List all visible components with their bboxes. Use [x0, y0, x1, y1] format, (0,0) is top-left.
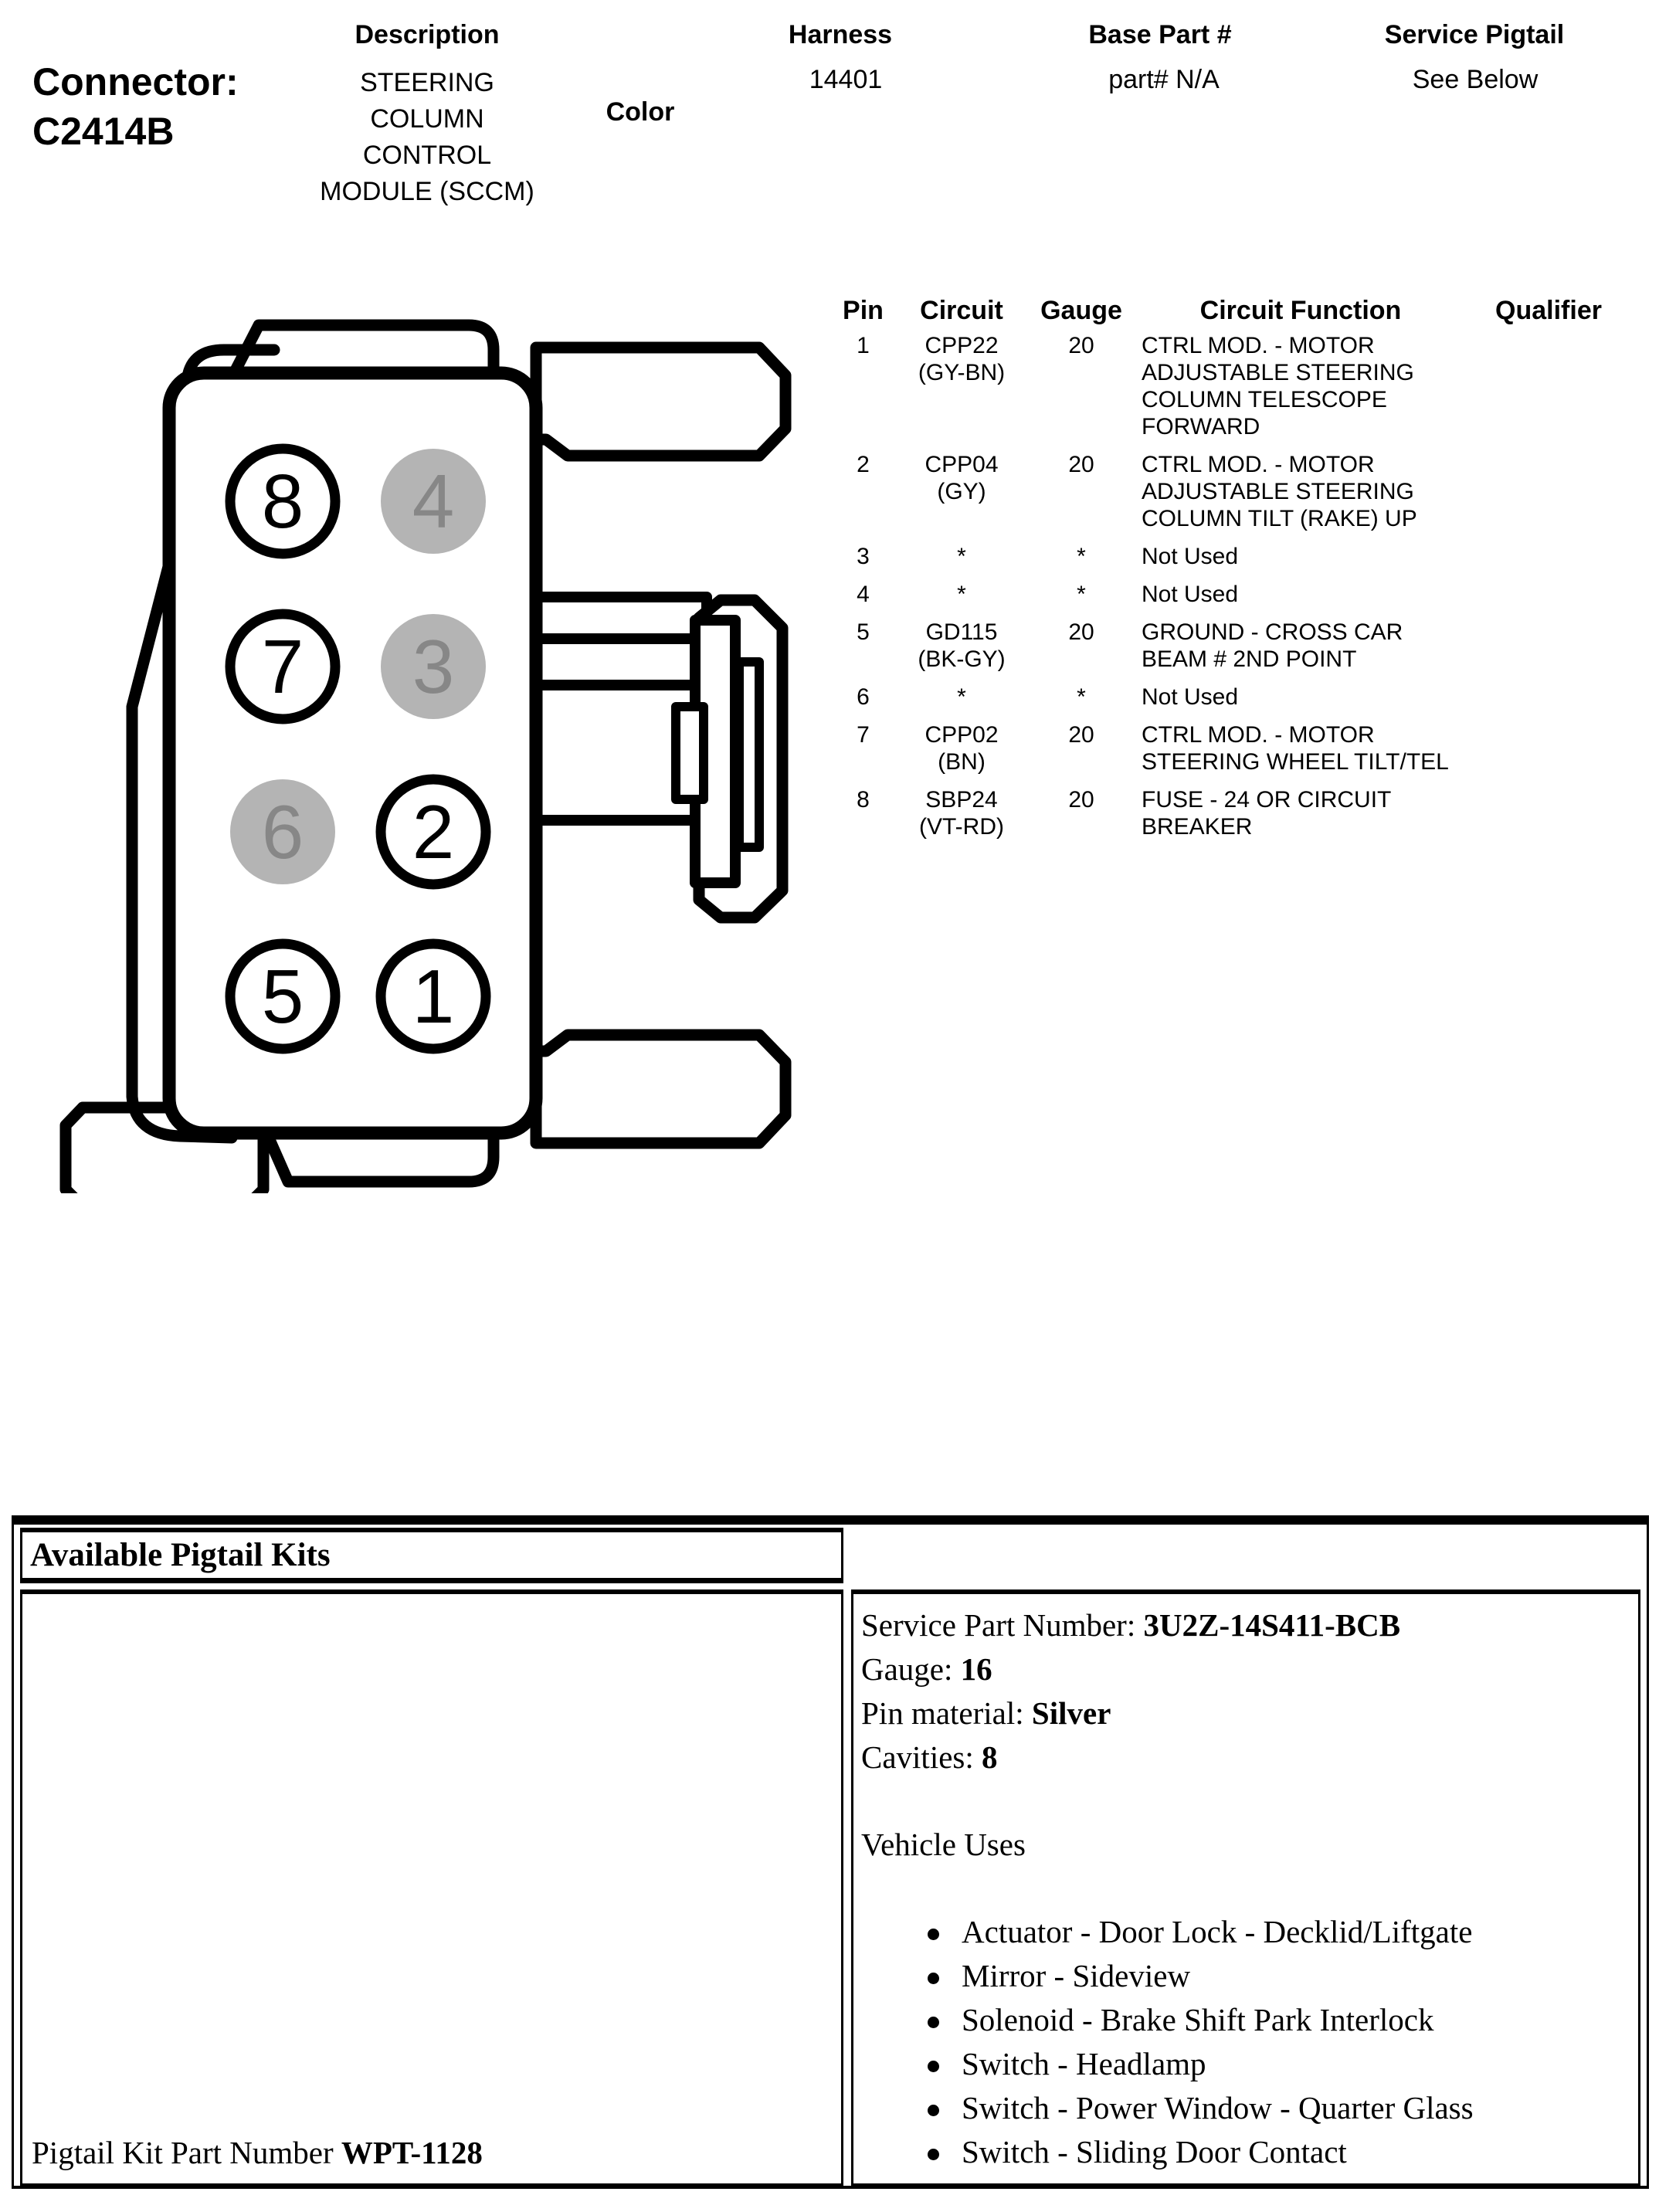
pin-number-label: 8 [261, 459, 304, 544]
spec-line: Cavities: 8 [861, 1739, 998, 1775]
pin-table-row [830, 543, 1649, 570]
qualifier-cell [1460, 332, 1637, 440]
circuit-function-cell: GROUND - CROSS CAR BEAM # 2ND POINT [1142, 619, 1403, 672]
service-pigtail-header: Service Pigtail [1384, 20, 1565, 49]
pin-number-label: 1 [412, 954, 455, 1039]
kit-part-number-line [32, 2134, 830, 2171]
description-line: MODULE (SCCM) [320, 177, 534, 206]
service-pigtail-value: See Below [1412, 65, 1539, 94]
gauge-cell: 20 [1068, 787, 1094, 813]
qualifier-col-header: Qualifier [1495, 296, 1602, 325]
connector-upper-slot [534, 597, 707, 639]
gauge-col-header: Gauge [1040, 296, 1122, 325]
qualifier-cell [1460, 721, 1637, 775]
pin-col-header: Pin [843, 296, 884, 325]
qualifier-cell [1460, 543, 1637, 570]
pin-number-cell: 8 [857, 787, 870, 813]
pin-number-label: 3 [412, 624, 455, 709]
circuit-function-cell: FUSE - 24 OR CIRCUIT BREAKER [1142, 787, 1392, 840]
pin-table-row [830, 619, 1649, 673]
connector-top-prong [536, 348, 785, 456]
qualifier-cell [1460, 786, 1637, 840]
color-header: Color [606, 97, 675, 127]
gauge-cell: * [1077, 684, 1086, 710]
gauge-cell: 20 [1068, 722, 1094, 748]
pin-table-row [830, 451, 1649, 532]
pigtail-kits-body [20, 1589, 1640, 2186]
vehicle-use-item: Switch - Sliding Door Contact [861, 2130, 1630, 2174]
circuit-cell: * [957, 684, 966, 710]
circuit-cell: GD115 (BK-GY) [918, 619, 1006, 672]
pin-table-row [830, 786, 1649, 840]
vehicle-use-item: Solenoid - Brake Shift Park Interlock [861, 1998, 1630, 2042]
circuit-function-cell: Not Used [1142, 684, 1239, 710]
vehicle-use-item: Switch - Power Window - Quarter Glass [861, 2086, 1630, 2130]
circuit-function-cell: Not Used [1142, 582, 1239, 607]
description-line: CONTROL [362, 141, 492, 170]
circuit-cell: * [957, 544, 966, 569]
vehicle-use-item: Switch - Headlamp [861, 2042, 1630, 2086]
pin-number-label: 5 [261, 954, 304, 1039]
pin-table-row [830, 581, 1649, 608]
base-part-header: Base Part # [1088, 20, 1232, 49]
pin-table-header [830, 295, 1649, 326]
kit-part-number-value: WPT-1128 [341, 2135, 483, 2170]
kit-part-number-label: Pigtail Kit Part Number [32, 2135, 341, 2170]
base-part-value: part# N/A [1108, 65, 1220, 94]
circuit-cell: CPP22 (GY-BN) [918, 333, 1006, 385]
circuit-col-header: Circuit [920, 296, 1003, 325]
pin-number-cell: 3 [857, 544, 870, 569]
gauge-cell: 20 [1068, 619, 1094, 645]
vehicle-uses-list [861, 1910, 1630, 2174]
connector-bottom-prong [536, 1035, 785, 1143]
circuit-cell: SBP24 (VT-RD) [919, 787, 1004, 840]
gauge-cell: 20 [1068, 333, 1094, 358]
gauge-cell: 20 [1068, 452, 1094, 477]
qualifier-cell [1460, 581, 1637, 608]
pin-table [830, 295, 1649, 851]
circuit-function-cell: CTRL MOD. - MOTOR STEERING WHEEL TILT/TEL [1142, 722, 1449, 775]
function-col-header: Circuit Function [1199, 296, 1402, 325]
harness-value: 14401 [809, 65, 883, 94]
description-value [320, 65, 534, 210]
vehicle-uses-label: Vehicle Uses [861, 1827, 1026, 1862]
gauge-cell: * [1077, 544, 1086, 569]
pin-number-label: 2 [412, 789, 455, 874]
circuit-function-cell: CTRL MOD. - MOTOR ADJUSTABLE STEERING COLUMN TELESCOPE FORWARD [1142, 333, 1414, 439]
connector-label: Connector: [32, 60, 239, 103]
pin-number-label: 4 [412, 459, 455, 544]
service-part-cell [851, 1589, 1640, 2186]
service-part-specs [861, 1603, 1630, 1779]
pigtail-kits-title: Available Pigtail Kits [20, 1528, 843, 1583]
spec-line: Service Part Number: 3U2Z-14S411-BCB [861, 1607, 1401, 1643]
connector-title [32, 57, 239, 156]
circuit-cell: CPP04 (GY) [924, 452, 999, 504]
connector-key-step [676, 707, 704, 799]
harness-header: Harness [788, 20, 893, 49]
connector-id: C2414B [32, 110, 175, 153]
spec-line: Gauge: 16 [861, 1651, 992, 1687]
qualifier-cell [1460, 619, 1637, 673]
circuit-cell: * [957, 582, 966, 607]
pin-number-cell: 7 [857, 722, 870, 748]
description-line: COLUMN [370, 104, 484, 134]
description-line: STEERING [360, 68, 494, 97]
pin-number-cell: 1 [857, 333, 870, 358]
spec-line: Pin material: Silver [861, 1695, 1111, 1731]
pin-number-cell: 4 [857, 582, 870, 607]
pin-number-cell: 5 [857, 619, 870, 645]
pin-number-cell: 2 [857, 452, 870, 477]
pin-table-row [830, 684, 1649, 711]
connector-diagram [42, 305, 815, 1193]
pin-number-label: 7 [261, 624, 304, 709]
pigtail-kits-table [12, 1515, 1649, 2189]
circuit-function-cell: Not Used [1142, 544, 1239, 569]
gauge-cell: * [1077, 582, 1086, 607]
vehicle-use-item: Mirror - Sideview [861, 1954, 1630, 1998]
pin-number-cell: 6 [857, 684, 870, 710]
pin-table-row [830, 332, 1649, 440]
circuit-function-cell: CTRL MOD. - MOTOR ADJUSTABLE STEERING COLUMN TILT (RAKE) UP [1142, 452, 1417, 531]
pin-table-rows [830, 332, 1649, 840]
connector-boss-face [739, 662, 759, 847]
qualifier-cell [1460, 684, 1637, 711]
pin-table-row [830, 721, 1649, 775]
pin-number-label: 6 [261, 789, 304, 874]
qualifier-cell [1460, 451, 1637, 532]
description-header: Description [355, 20, 500, 49]
circuit-cell: CPP02 (BN) [924, 722, 999, 775]
vehicle-use-item: Actuator - Door Lock - Decklid/Liftgate [861, 1910, 1630, 1954]
pigtail-kit-cell [20, 1589, 843, 2186]
